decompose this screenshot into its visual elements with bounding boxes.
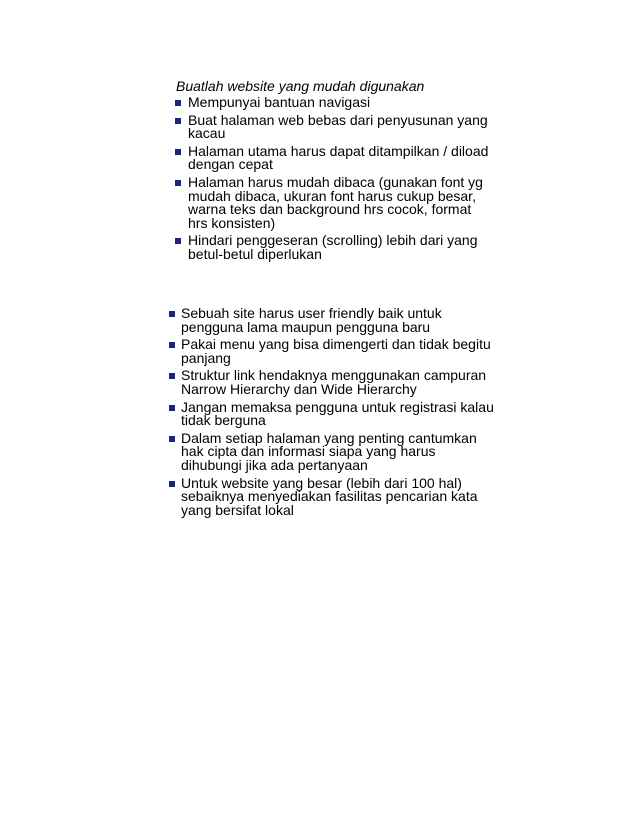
list-item [168,338,498,365]
square-bullet-icon [169,436,175,442]
list-item [168,429,498,473]
list-item [168,369,498,396]
square-bullet-icon [169,405,175,411]
guideline-list [174,96,494,262]
list-item-text: Halaman harus mudah dibaca (gunakan font yg mudah dibaca, ukuran font harus cukup besar, warna teks dan background hrs cocok, format hrs konsisten) [188,173,483,231]
list-item [174,234,494,261]
list-item-text: Hindari penggeseran (scrolling) lebih dari yang betul-betul diperlukan [188,232,478,262]
list-item-text: Mempunyai bantuan navigasi [188,94,371,110]
square-bullet-icon [175,118,181,124]
square-bullet-icon [175,238,181,244]
list-item [174,173,494,231]
list-item-text: Untuk website yang besar (lebih dari 100 hal) sebaiknya menyediakan fasilitas pencarian kata yang bersifat lokal [181,474,478,518]
list-item-text: Halaman utama harus dapat ditampilkan / diload dengan cepat [188,142,489,173]
list-item [174,96,494,110]
list-item-text: Struktur link hendaknya menggunakan campuran Narrow Hierarchy dan Wide Hierarchy [181,367,487,397]
site-guidelines-section [168,307,498,521]
list-item-text: Buat halaman web bebas dari penyusunan yang kacau [188,111,488,142]
section-heading: Buatlah website yang mudah digunakan [176,78,425,94]
list-item-text: Jangan memaksa pengguna untuk registrasi kalau tidak berguna [181,398,494,429]
list-item-text: Sebuah site harus user friendly baik untuk pengguna lama maupun pengguna baru [181,305,442,335]
list-item [174,111,494,142]
list-item [168,398,498,429]
guideline-list [168,307,498,517]
list-item-text: Dalam setiap halaman yang penting cantumkan hak cipta dan informasi siapa yang harus dihubungi jika ada pertanyaan [181,429,477,473]
usability-guidelines-section [174,78,494,266]
list-item-text: Pakai menu yang bisa dimengerti dan tidak begitu panjang [181,336,491,366]
square-bullet-icon [175,149,181,155]
square-bullet-icon [175,180,181,186]
list-item [168,307,498,334]
square-bullet-icon [169,373,175,379]
square-bullet-icon [169,311,175,317]
square-bullet-icon [169,481,175,487]
list-item [174,142,494,173]
list-item [168,474,498,518]
square-bullet-icon [175,100,181,106]
square-bullet-icon [169,342,175,348]
